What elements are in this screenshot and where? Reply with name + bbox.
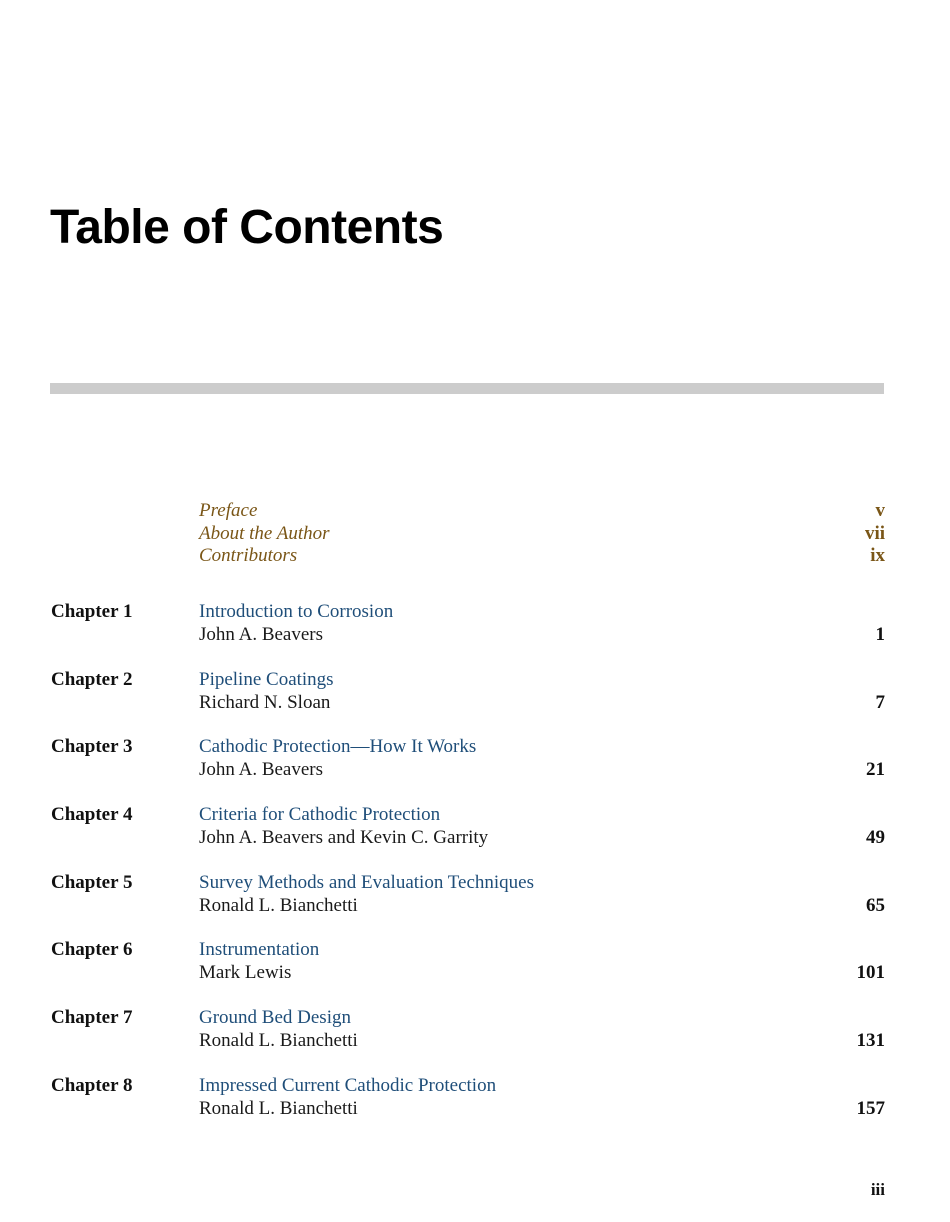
chapter-number: Chapter 5 [51, 871, 133, 893]
chapter-title: Ground Bed Design [199, 1007, 351, 1029]
chapter-author: John A. Beavers [199, 624, 324, 645]
chapter-page: 49 [866, 827, 885, 849]
chapter-title: Impressed Current Cathodic Protection [199, 1074, 497, 1096]
chapter-author: Richard N. Sloan [199, 691, 331, 713]
chapter-number: Chapter 1 [51, 601, 133, 622]
chapter-list [0, 601, 950, 1143]
chapter-author: Ronald L. Bianchetti [199, 1030, 358, 1052]
chapter-entry[interactable] [0, 669, 950, 737]
chapter-number: Chapter 8 [51, 1074, 133, 1096]
chapter-page: 65 [866, 894, 885, 916]
chapter-entry[interactable] [0, 1007, 950, 1075]
chapter-number: Chapter 6 [51, 939, 133, 961]
front-matter-label: About the Author [199, 522, 330, 544]
chapter-author: John A. Beavers [199, 759, 324, 781]
front-matter-list [0, 500, 950, 568]
chapter-author: Ronald L. Bianchetti [199, 894, 358, 916]
chapter-page: 131 [856, 1030, 885, 1052]
page-title: Table of Contents [50, 201, 444, 254]
chapter-entry[interactable] [0, 736, 950, 804]
chapter-page: 21 [866, 759, 885, 781]
front-matter-page: vii [864, 522, 885, 544]
chapter-page: 1 [875, 624, 885, 645]
chapter-entry[interactable] [0, 872, 950, 940]
page-number: iii [870, 1180, 885, 1199]
chapter-author: John A. Beavers and Kevin C. Garrity [199, 827, 489, 849]
chapter-title: Cathodic Protection—How It Works [199, 736, 477, 758]
chapter-number: Chapter 3 [51, 736, 133, 758]
front-matter-page: ix [870, 545, 885, 566]
front-matter-item[interactable] [0, 545, 950, 568]
divider-rule [50, 383, 884, 394]
front-matter-label: Contributors [199, 545, 298, 566]
chapter-page: 7 [875, 691, 885, 713]
chapter-title: Instrumentation [199, 939, 320, 961]
chapter-title: Survey Methods and Evaluation Techniques [199, 871, 534, 893]
chapter-title: Introduction to Corrosion [199, 601, 394, 622]
chapter-number: Chapter 2 [51, 668, 133, 690]
front-matter-label: Preface [199, 500, 258, 521]
chapter-page: 157 [856, 1097, 885, 1119]
chapter-entry[interactable] [0, 939, 950, 1007]
chapter-author: Ronald L. Bianchetti [199, 1097, 358, 1119]
front-matter-page: v [875, 500, 885, 521]
chapter-title: Pipeline Coatings [199, 668, 334, 690]
front-matter-item[interactable] [0, 500, 950, 523]
chapter-entry[interactable] [0, 601, 950, 669]
chapter-number: Chapter 7 [51, 1007, 133, 1029]
front-matter-item[interactable] [0, 523, 950, 546]
chapter-author: Mark Lewis [199, 962, 292, 984]
chapter-title: Criteria for Cathodic Protection [199, 804, 441, 826]
chapter-number: Chapter 4 [51, 804, 133, 826]
chapter-entry[interactable] [0, 804, 950, 872]
chapter-entry[interactable] [0, 1075, 950, 1143]
chapter-page: 101 [856, 962, 885, 984]
